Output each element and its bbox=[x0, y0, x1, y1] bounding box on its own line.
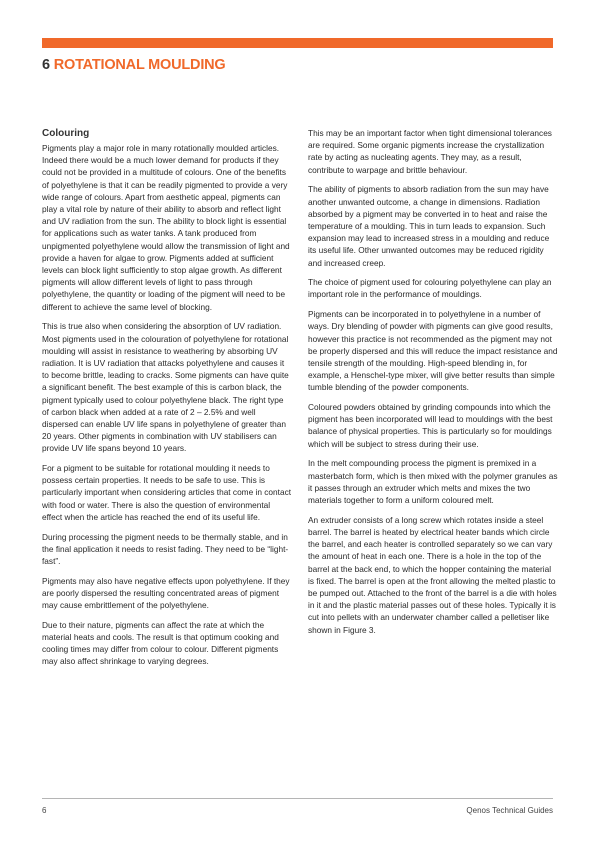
paragraph: Pigments can be incorporated in to polyethylene in a number of ways. Dry blending of powder with pigments can give good results, however this practice is not recommended as the pigment may not be properly dispersed and this will reduce the impact resistance and tensile strength of the moulding. High-speed blending in, for example, a Henschel-type mixer, will give better results than simple tumble blending of the powder components. bbox=[308, 309, 558, 393]
publication-name: Qenos Technical Guides bbox=[466, 806, 553, 815]
footer-divider bbox=[42, 798, 553, 799]
page-number: 6 bbox=[42, 806, 47, 815]
section-heading-colouring: Colouring bbox=[42, 128, 90, 139]
paragraph: Coloured powders obtained by grinding compounds into which the pigment has been incorporated will lead to mouldings with the best balance of physical properties. This is particularly so for mouldings which will be subject to stress during their use. bbox=[308, 402, 553, 449]
paragraph: Pigments play a major role in many rotationally moulded articles. Indeed there would be a much lower demand for products if they could not be provided in a multitude of colours. One of the benefits of polyethylene is that it can be readily pigmented to provide a very wide range of colours. Apart from aesthetic appeal, pigments can play a vital role by nature of their ability to absorb and reflect light and UV radiation from the sun. The ability to block light is essential for applications such as water tanks. A tank produced from unpigmented polyethylene would allow the transmission of light and provide a haven for algae to grow. Pigments added at sufficient levels can block light sufficiently to stop algae growth. As different pigments will allow different levels of light to pass through polyethylene, the quantity or loading of the pigment will need to be different to achieve the same level of blocking. bbox=[42, 143, 290, 312]
paragraph: An extruder consists of a long screw which rotates inside a steel barrel. The barrel is heated by electrical heater bands which circle the barrel, and each heater is controlled separately so we can vary the amount of heat in each one. There is a hole in the top of the barrel at the back end, to which the hopper containing the material is fixed. The barrel is open at the front allowing the melted plastic to be pumped out. Attached to the front of the barrel is a die with holes in it and the plastic material passes out of these holes. Typically it is cut into pellets with an underwater chamber called a pelletiser like shown in Figure 3. bbox=[308, 514, 557, 635]
section-number: 6 bbox=[42, 57, 50, 73]
paragraph: During processing the pigment needs to be thermally stable, and in the final application it needs to resist fading. They need to be “light-fast”. bbox=[42, 531, 289, 566]
paragraph: The ability of pigments to absorb radiation from the sun may have another unwanted outcome, a change in dimensions. Radiation absorbed by a pigment may be converted in to heat and raise the temperature of a moulding. This in turn leads to expansion. Such expansion may lead to increased stress in a moulding and reduce its useful life. Other unwanted outcomes may be reduced rigidity and increased creep. bbox=[308, 184, 550, 268]
section-title: ROTATIONAL MOULDING bbox=[53, 57, 226, 73]
paragraph: This may be an important factor when tight dimensional tolerances are required. Some organic pigments increase the crystallization rate by acting as nucleating agents. They may, as a result, contribute to warpage and brittle behaviour. bbox=[308, 128, 552, 175]
paragraph: Pigments may also have negative effects upon polyethylene. If they are poorly dispersed the resulting concentrated areas of pigment may cause embrittlement of the polyethylene. bbox=[42, 575, 290, 611]
page-title bbox=[42, 56, 226, 74]
paragraph: For a pigment to be suitable for rotational moulding it needs to possess certain properties. It needs to be safe to use. This is particularly important when considering articles that come in contact with food or water. There is also the question of environmental effect when the article has reached the end of its useful life. bbox=[42, 463, 292, 522]
paragraph: In the melt compounding process the pigment is premixed in a masterbatch form, which is then mixed with the polymer granules as it passes through an extruder which melts and mixes the two materials together to form a uniform coloured melt. bbox=[308, 458, 558, 505]
paragraph: The choice of pigment used for colouring polyethylene can play an important role in the performance of mouldings. bbox=[308, 277, 552, 300]
left-column bbox=[42, 127, 292, 675]
right-column bbox=[308, 127, 558, 643]
paragraph: Due to their nature, pigments can affect the rate at which the material heats and cools. The result is that optimum cooking and cooling times may differ from colour to colour. Different pigments may also affect shrinkage to varying degrees. bbox=[42, 619, 279, 667]
header-accent-bar bbox=[42, 38, 553, 48]
paragraph: This is true also when considering the absorption of UV radiation. Most pigments used in the colouration of polyethylene for rotational moulding will assist in resistance to weathering by absorbing UV radiation. It is UV radiation that attacks polyethylene and causes it to become brittle, leading to cracks. Some pigments can have quite a significant benefit. The best example of this is carbon black, the pigment typically used to colour polyethylene black. The right type of carbon black when added at a rate of 2 – 2.5% and well dispersed can enable UV life spans in polyethylene of greater than 20 years. Other pigments in combination with UV stabilisers can provide UV life spans beyond 10 years. bbox=[42, 321, 289, 454]
